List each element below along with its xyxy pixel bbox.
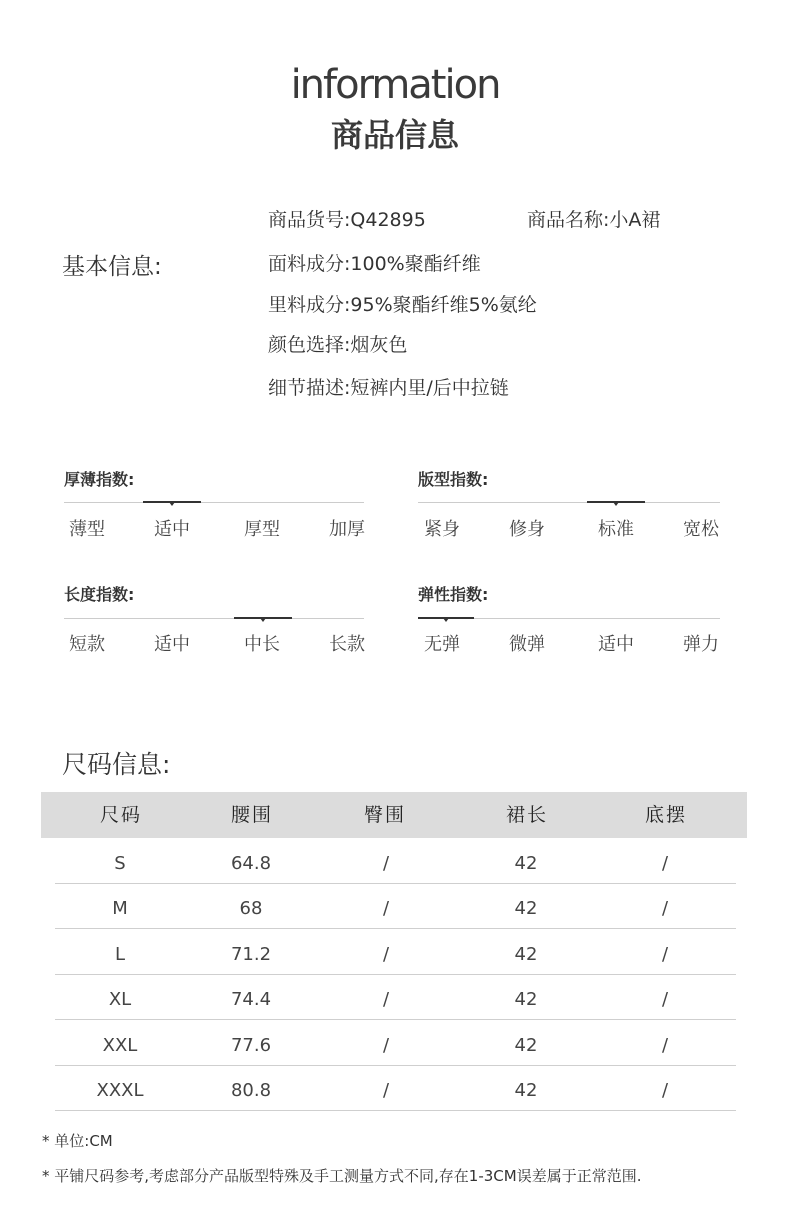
length-selected-marker xyxy=(234,617,292,619)
title-english: information xyxy=(290,62,500,108)
fabric-composition: 面料成分:100%聚酯纤维 xyxy=(268,253,481,275)
elasticity-option: 微弹 xyxy=(509,634,545,655)
thickness-option: 加厚 xyxy=(329,519,365,540)
length-option: 适中 xyxy=(154,634,190,655)
table-row xyxy=(55,1021,736,1066)
elasticity-option: 无弹 xyxy=(424,634,460,655)
cell-size: L xyxy=(114,944,126,965)
elasticity-option: 适中 xyxy=(598,634,634,655)
title-chinese: 商品信息 xyxy=(330,116,459,154)
basic-info-label: 基本信息: xyxy=(62,254,162,280)
cell-hem: / xyxy=(661,989,669,1010)
table-row xyxy=(55,884,736,929)
cell-hip: / xyxy=(382,1035,390,1056)
fit-scale-line xyxy=(418,502,720,503)
elasticity-option: 弹力 xyxy=(683,634,719,655)
cell-skirt-length: 42 xyxy=(514,944,538,965)
cell-hip: / xyxy=(382,944,390,965)
lining-composition: 里料成分:95%聚酯纤维5%氨纶 xyxy=(268,294,537,316)
size-table-header xyxy=(41,792,747,838)
cell-size: XXXL xyxy=(96,1080,144,1101)
cell-hem: / xyxy=(661,944,669,965)
cell-waist: 71.2 xyxy=(230,944,272,965)
product-number: 商品货号:Q42895 xyxy=(268,209,426,231)
cell-skirt-length: 42 xyxy=(514,1080,538,1101)
header-hip: 臀围 xyxy=(363,804,406,826)
header-size: 尺码 xyxy=(99,804,142,826)
cell-size: S xyxy=(114,853,126,874)
size-info-label: 尺码信息: xyxy=(62,750,171,779)
fit-selected-marker xyxy=(587,501,645,503)
elasticity-selected-marker xyxy=(418,617,474,619)
cell-size: XXL xyxy=(102,1035,138,1056)
table-row xyxy=(55,930,736,975)
length-scale-line xyxy=(64,618,364,619)
cell-hip: / xyxy=(382,1080,390,1101)
thickness-option: 薄型 xyxy=(69,519,105,540)
table-row xyxy=(55,975,736,1020)
cell-waist: 77.6 xyxy=(230,1035,272,1056)
cell-waist: 68 xyxy=(239,898,263,919)
measurement-disclaimer: * 平铺尺码参考,考虑部分产品版型特殊及手工测量方式不同,存在1-3CM误差属于正常范围. xyxy=(42,1167,642,1185)
thickness-index-title: 厚薄指数: xyxy=(64,470,135,489)
fit-option: 修身 xyxy=(509,519,545,540)
cell-hem: / xyxy=(661,1080,669,1101)
length-option: 短款 xyxy=(69,634,105,655)
cell-hem: / xyxy=(661,853,669,874)
cell-skirt-length: 42 xyxy=(514,989,538,1010)
fit-option: 宽松 xyxy=(683,519,719,540)
thickness-option: 适中 xyxy=(154,519,190,540)
thickness-selected-marker xyxy=(143,501,201,503)
cell-skirt-length: 42 xyxy=(514,853,538,874)
cell-hip: / xyxy=(382,853,390,874)
fit-option: 标准 xyxy=(598,519,634,540)
thickness-option: 厚型 xyxy=(244,519,280,540)
color-choice: 颜色选择:烟灰色 xyxy=(268,334,408,356)
table-row xyxy=(55,839,736,884)
fit-index-title: 版型指数: xyxy=(418,470,489,489)
header-waist: 腰围 xyxy=(230,804,273,826)
cell-hem: / xyxy=(661,898,669,919)
length-option: 长款 xyxy=(329,634,365,655)
header-hem: 底摆 xyxy=(644,804,687,826)
header-skirt-length: 裙长 xyxy=(505,804,548,826)
cell-hem: / xyxy=(661,1035,669,1056)
fit-option: 紧身 xyxy=(424,519,460,540)
cell-waist: 64.8 xyxy=(230,853,272,874)
cell-hip: / xyxy=(382,989,390,1010)
cell-skirt-length: 42 xyxy=(514,898,538,919)
cell-size: M xyxy=(112,898,128,919)
length-option: 中长 xyxy=(244,634,280,655)
length-index-title: 长度指数: xyxy=(64,585,135,604)
cell-hip: / xyxy=(382,898,390,919)
thickness-scale-line xyxy=(64,502,364,503)
cell-size: XL xyxy=(108,989,132,1010)
elasticity-index-title: 弹性指数: xyxy=(418,585,489,604)
cell-waist: 74.4 xyxy=(230,989,272,1010)
detail-description: 细节描述:短裤内里/后中拉链 xyxy=(268,377,509,399)
table-row xyxy=(55,1066,736,1111)
product-name: 商品名称:小A裙 xyxy=(527,209,661,231)
cell-skirt-length: 42 xyxy=(514,1035,538,1056)
cell-waist: 80.8 xyxy=(230,1080,272,1101)
unit-note: * 单位:CM xyxy=(42,1132,113,1150)
